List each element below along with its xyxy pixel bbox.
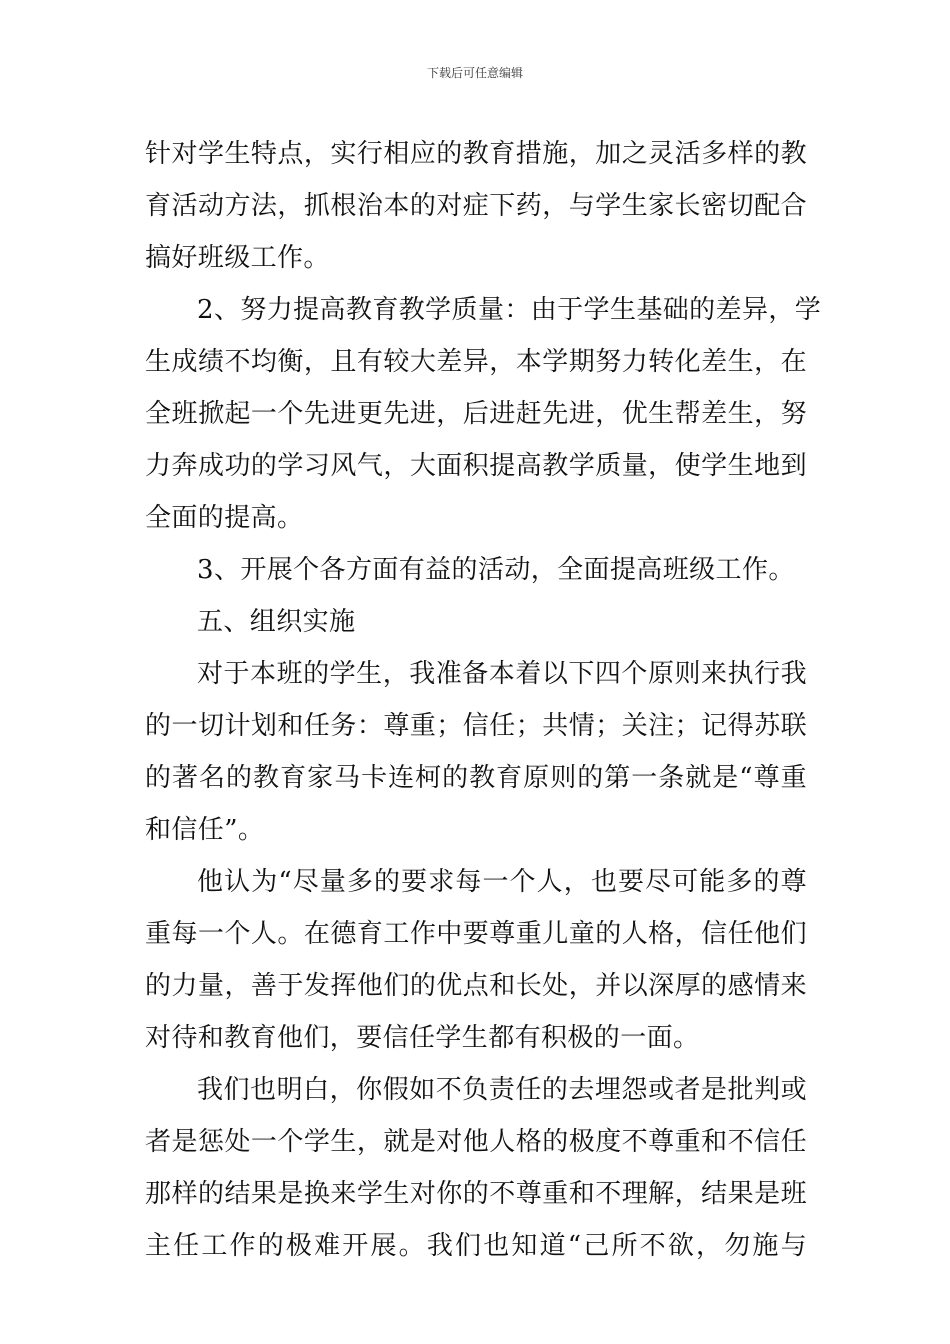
text-line: 育活动方法，抓根治本的对症下药，与学生家长密切配合	[145, 191, 807, 221]
text-line: 主任工作的极难开展。我们也知道“己所不欲，勿施与	[145, 1231, 807, 1261]
text-line: 五、组织实施	[197, 607, 356, 637]
text-line: 的一切计划和任务：尊重；信任；共情；关注；记得苏联	[145, 711, 807, 741]
page-header: 下载后可任意编辑	[426, 66, 523, 80]
text-line: 那样的结果是换来学生对你的不尊重和不理解，结果是班	[145, 1179, 807, 1209]
text-line: 对于本班的学生，我准备本着以下四个原则来执行我	[197, 659, 807, 689]
text-line: 他认为“尽量多的要求每一个人，也要尽可能多的尊	[197, 867, 807, 897]
paragraph-5	[145, 856, 807, 1064]
text-line: 搞好班级工作。	[145, 243, 330, 273]
section-heading	[145, 596, 807, 648]
text-line: 重每一个人。在德育工作中要尊重儿童的人格，信任他们	[145, 919, 807, 949]
text-line: 针对学生特点，实行相应的教育措施，加之灵活多样的教	[145, 139, 807, 169]
text-line: 3、开展个各方面有益的活动，全面提高班级工作。	[197, 555, 795, 585]
paragraph-2	[145, 284, 822, 544]
text-line: 对待和教育他们，要信任学生都有积极的一面。	[145, 1023, 700, 1053]
text-line: 者是惩处一个学生，就是对他人格的极度不尊重和不信任	[145, 1127, 807, 1157]
text-line: 全面的提高。	[145, 503, 304, 533]
text-line: 和信任”。	[145, 815, 265, 845]
document-body	[145, 128, 822, 1272]
text-line: 全班掀起一个先进更先进，后进赶先进，优生帮差生，努	[145, 399, 807, 429]
text-line: 我们也明白，你假如不负责任的去埋怨或者是批判或	[197, 1075, 807, 1105]
text-line: 2、努力提高教育教学质量：由于学生基础的差异，学	[197, 295, 822, 325]
paragraph-1	[145, 128, 807, 284]
text-line: 的力量，善于发挥他们的优点和长处，并以深厚的感情来	[145, 971, 807, 1001]
paragraph-4	[145, 648, 807, 856]
text-line: 的著名的教育家马卡连柯的教育原则的第一条就是“尊重	[145, 763, 807, 793]
text-line: 生成绩不均衡，且有较大差异，本学期努力转化差生，在	[145, 347, 807, 377]
paragraph-6	[145, 1064, 807, 1272]
paragraph-3	[145, 544, 807, 596]
text-line: 力奔成功的学习风气，大面积提高教学质量，使学生地到	[145, 451, 807, 481]
